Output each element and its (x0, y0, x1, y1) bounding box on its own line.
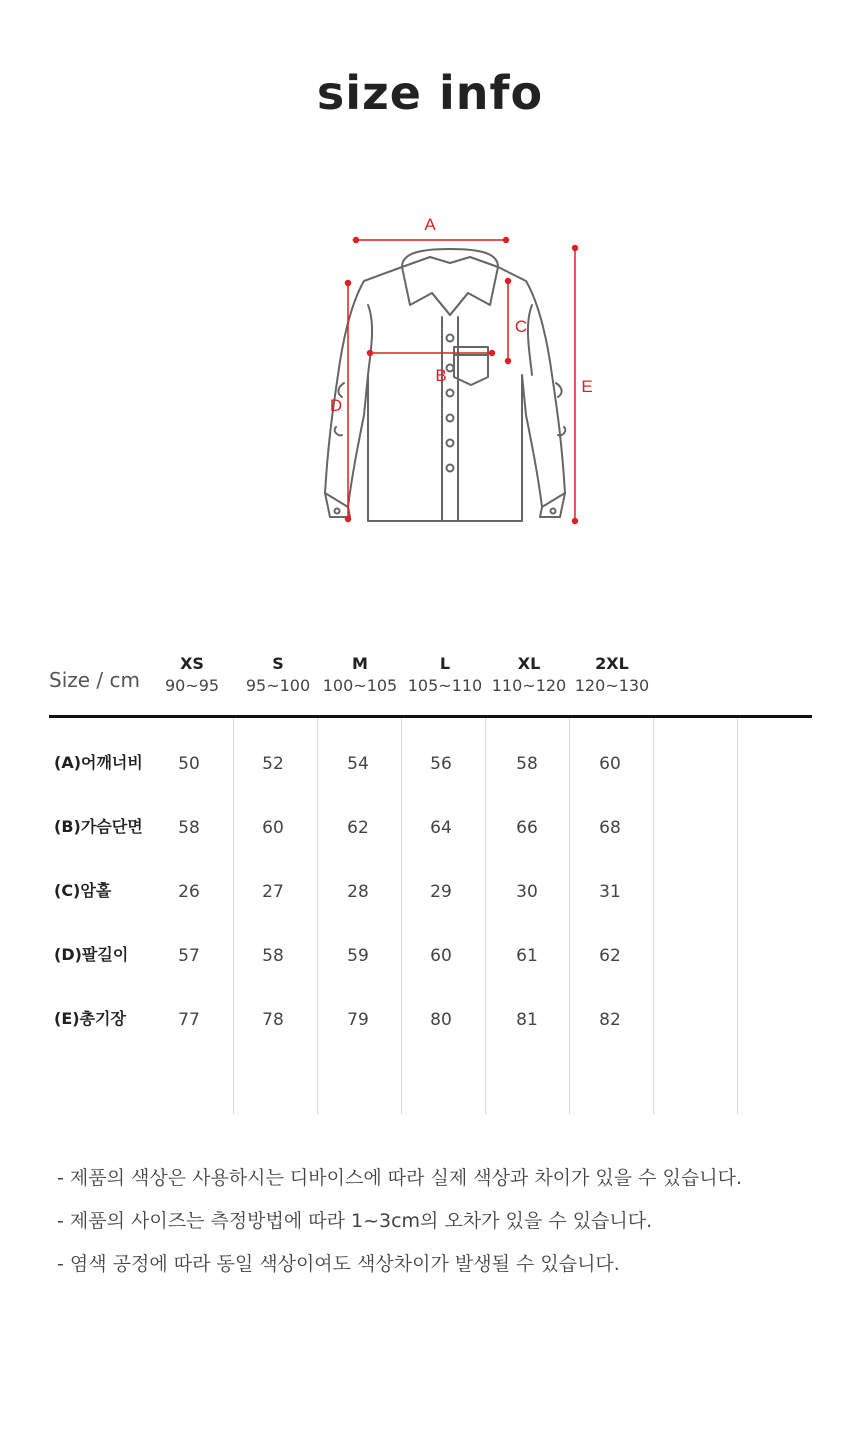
column-header-s (236, 654, 320, 695)
table-header (49, 646, 812, 716)
table-cell: 78 (262, 1010, 284, 1030)
label-d: D (329, 396, 343, 415)
label-c: C (514, 317, 528, 336)
table-cell: 27 (262, 882, 284, 902)
size-range: 90~95 (164, 676, 220, 695)
note-line: - 염색 공정에 따라 동일 색상이여도 색상차이가 발생될 수 있습니다. (57, 1253, 620, 1275)
table-cell: 54 (347, 754, 369, 774)
row-label: (D)팔길이 (54, 945, 129, 964)
table-cell: 59 (347, 946, 369, 966)
table-cell: 62 (347, 818, 369, 838)
table-cell: 64 (430, 818, 452, 838)
table-cell: 80 (430, 1010, 452, 1030)
note-line: - 제품의 사이즈는 측정방법에 따라 1~3cm의 오차가 있을 수 있습니다. (57, 1210, 653, 1232)
table-cell: 56 (430, 754, 452, 774)
table-row (49, 974, 812, 1038)
table-cell: 58 (516, 754, 538, 774)
label-b: B (435, 366, 447, 385)
table-row (49, 782, 812, 846)
table-cell: 79 (347, 1010, 369, 1030)
table-cell: 50 (178, 754, 200, 774)
row-label: (B)가슴단면 (54, 817, 143, 836)
table-cell: 82 (599, 1010, 621, 1030)
label-e: E (581, 377, 593, 396)
table-cell: 61 (516, 946, 538, 966)
size-name: XS (180, 654, 204, 673)
column-header-l (403, 654, 487, 695)
table-cell: 29 (430, 882, 452, 902)
table-cell: 52 (262, 754, 284, 774)
table-cell: 30 (516, 882, 538, 902)
column-header-m (318, 654, 402, 695)
table-cell: 77 (178, 1010, 200, 1030)
table-cell: 60 (262, 818, 284, 838)
size-range: 110~120 (491, 676, 567, 695)
page-title: size info (316, 66, 544, 120)
table-row (49, 718, 812, 782)
table-row (49, 910, 812, 974)
size-range: 95~100 (245, 676, 311, 695)
table-cell: 62 (599, 946, 621, 966)
table-cell: 68 (599, 818, 621, 838)
size-range: 105~110 (407, 676, 483, 695)
table-cell: 60 (599, 754, 621, 774)
table-cell: 60 (430, 946, 452, 966)
note-line: - 제품의 색상은 사용하시는 디바이스에 따라 실제 색상과 차이가 있을 수 있습니다. (57, 1167, 743, 1189)
table-cell: 31 (599, 882, 621, 902)
label-a: A (424, 215, 436, 234)
table-cell: 28 (347, 882, 369, 902)
size-name: L (439, 654, 451, 673)
column-header-xl (487, 654, 571, 695)
column-header-xs (150, 654, 234, 695)
row-label: (E)총기장 (54, 1009, 126, 1028)
table-cell: 81 (516, 1010, 538, 1030)
table-cell: 57 (178, 946, 200, 966)
table-cell: 26 (178, 882, 200, 902)
size-name: S (272, 654, 284, 673)
size-name: 2XL (595, 654, 629, 673)
shirt-measurement-diagram (290, 205, 610, 535)
shirt-outline (325, 249, 565, 521)
size-range: 120~130 (574, 676, 650, 695)
size-unit-label: Size / cm (49, 668, 140, 692)
notes-section (57, 1166, 837, 1295)
column-header-2xl (570, 654, 654, 695)
size-name: M (352, 654, 368, 673)
table-body (49, 718, 812, 1114)
size-name: XL (517, 654, 541, 673)
size-table (49, 646, 812, 1030)
size-range: 100~105 (322, 676, 398, 695)
row-label: (C)암홀 (54, 881, 112, 900)
table-row (49, 846, 812, 910)
table-cell: 58 (178, 818, 200, 838)
table-cell: 58 (262, 946, 284, 966)
row-label: (A)어깨너비 (54, 753, 143, 772)
table-cell: 66 (516, 818, 538, 838)
